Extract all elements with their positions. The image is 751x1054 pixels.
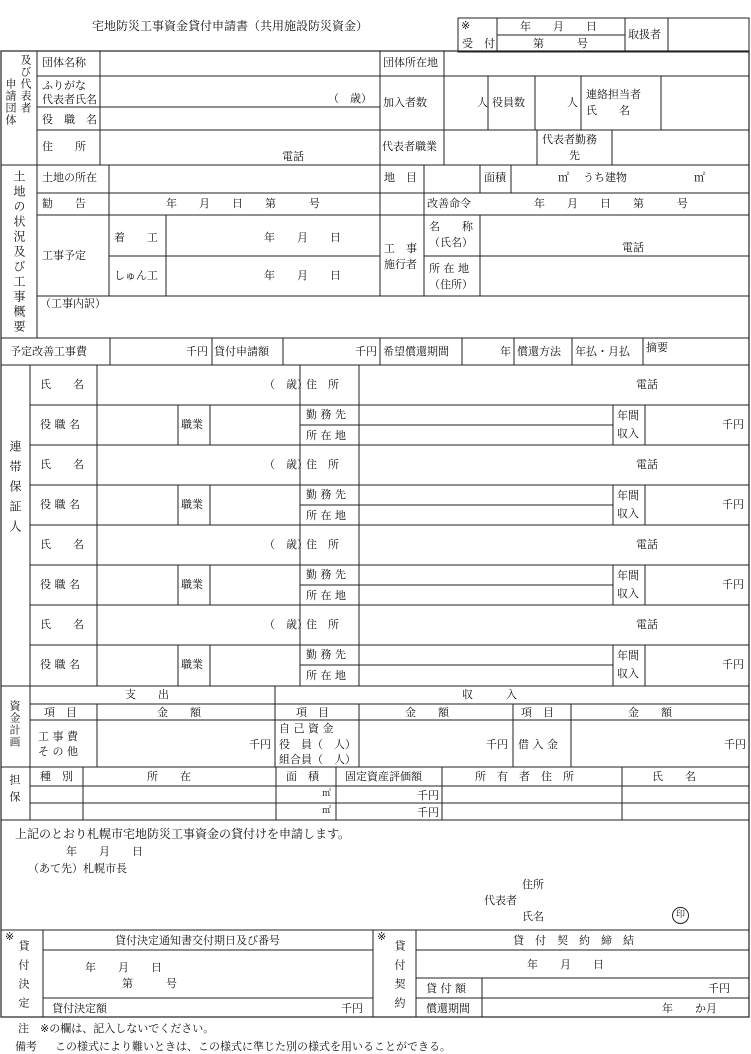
guarantor-address-label: 住 所 bbox=[306, 538, 339, 551]
contractor-phone: 電話 bbox=[622, 241, 644, 254]
applicant-section-label: 申請団体 bbox=[4, 78, 17, 126]
income-amount-header: 金 額 bbox=[405, 706, 449, 719]
guarantor-position-label: 役 職 名 bbox=[40, 658, 80, 671]
start-label: 着 工 bbox=[114, 231, 158, 244]
finish-label: しゅん工 bbox=[114, 269, 158, 282]
remark-label: 備考 bbox=[15, 1040, 37, 1053]
guarantor-phone: 電話 bbox=[636, 458, 658, 471]
expense-item-header: 項 目 bbox=[44, 706, 77, 719]
position-label: 役 職 名 bbox=[42, 113, 97, 126]
address-label: 住 所 bbox=[42, 140, 86, 153]
collateral-area-unit-1: ㎡ bbox=[322, 789, 332, 799]
declaration-address-label: 住所 bbox=[522, 878, 544, 891]
guarantor-age: （ 歳） bbox=[264, 458, 308, 471]
guarantor-job-label: 職業 bbox=[181, 578, 203, 591]
guarantor-name-label: 氏 名 bbox=[40, 618, 84, 631]
declaration-text: 上記のとおり札幌市宅地防災工事資金の貸付けを申請します。 bbox=[15, 827, 351, 841]
decision-number: 第 号 bbox=[122, 977, 177, 990]
guarantor-income-label-1: 年間 bbox=[617, 489, 639, 502]
decision-amount-label: 貸付決定額 bbox=[52, 1002, 107, 1015]
contract-section-label: 貸付契約 bbox=[393, 940, 406, 1016]
guarantor-income-unit: 千円 bbox=[722, 498, 744, 511]
collateral-owner-address-header: 所 有 者 住 所 bbox=[475, 770, 574, 783]
guarantor-income-label-1: 年間 bbox=[617, 409, 639, 422]
form-title: 宅地防災工事資金貸付申請書（共用施設防災資金） bbox=[92, 19, 369, 33]
guarantor-address-label: 住 所 bbox=[306, 458, 339, 471]
area-unit: ㎡ bbox=[558, 171, 569, 184]
own-fund-1: 自 己 資 金 bbox=[279, 722, 334, 735]
guarantor-age: （ 歳） bbox=[264, 378, 308, 391]
guarantor-phone: 電話 bbox=[636, 538, 658, 551]
reception-label: 受 付 bbox=[462, 37, 495, 50]
decision-amount-unit: 千円 bbox=[341, 1002, 363, 1015]
decision-date: 年 月 日 bbox=[85, 961, 162, 974]
own-fund-unit: 千円 bbox=[486, 738, 508, 751]
contract-date: 年 月 日 bbox=[527, 958, 604, 971]
guarantor-position-label: 役 職 名 bbox=[40, 498, 80, 511]
guarantor-job-label: 職業 bbox=[181, 498, 203, 511]
guarantor-income-label-1: 年間 bbox=[617, 569, 639, 582]
guarantor-workplace-label: 勤 務 先 bbox=[306, 488, 346, 501]
contract-period-label: 償還期間 bbox=[426, 1002, 470, 1015]
decision-mark: ※ bbox=[5, 930, 15, 943]
note-text: ※の欄は、記入しないでください。 bbox=[40, 1022, 215, 1035]
contract-amount-unit: 千円 bbox=[708, 982, 730, 995]
order-label: 改善命令 bbox=[427, 197, 471, 210]
guarantor-income-label-2: 収入 bbox=[617, 587, 639, 600]
collateral-value-header: 固定資産評価額 bbox=[345, 770, 422, 783]
own-fund-3: 組合員（ 人） bbox=[279, 753, 356, 766]
borrow-item-header: 項 目 bbox=[521, 706, 554, 719]
representative-label: 及び代表者 bbox=[19, 54, 32, 114]
note-label: 注 bbox=[18, 1022, 29, 1035]
rep-job-label: 代表者職業 bbox=[382, 140, 437, 153]
building-label: うち建物 bbox=[583, 171, 627, 184]
officers-label: 役員数 bbox=[492, 96, 525, 109]
method-label: 償還方法 bbox=[517, 345, 561, 358]
expense-amount-header: 金 額 bbox=[157, 706, 201, 719]
details-label: （工事内訳） bbox=[40, 297, 106, 310]
rep-name-label: 代表者氏名 bbox=[42, 93, 97, 106]
guarantor-job-label: 職業 bbox=[181, 418, 203, 431]
guarantor-location-label: 所 在 地 bbox=[306, 509, 346, 522]
guarantor-workplace-label: 勤 務 先 bbox=[306, 568, 346, 581]
contractor-name-label-1: 名 称 bbox=[429, 220, 473, 233]
members-unit: 人 bbox=[477, 96, 488, 109]
guarantor-age: （ 歳） bbox=[264, 618, 308, 631]
collateral-value-unit-2: 千円 bbox=[417, 806, 439, 819]
expense-header: 支 出 bbox=[125, 688, 169, 701]
contract-amount-label: 貸 付 額 bbox=[426, 982, 466, 995]
guarantor-job-label: 職業 bbox=[181, 658, 203, 671]
collateral-owner-name-header: 氏 名 bbox=[652, 770, 696, 783]
advice-date: 年 月 日 第 号 bbox=[166, 197, 320, 210]
contract-mark: ※ bbox=[377, 930, 387, 943]
guarantor-name-label: 氏 名 bbox=[40, 538, 84, 551]
guarantor-income-label-1: 年間 bbox=[617, 649, 639, 662]
declaration-addressee: （あて先）札幌市長 bbox=[28, 862, 127, 875]
decision-header: 貸付決定通知書交付期日及び番号 bbox=[115, 934, 280, 947]
guarantor-location-label: 所 在 地 bbox=[306, 589, 346, 602]
building-unit: ㎡ bbox=[694, 171, 705, 184]
contractor-name-label-2: （氏名） bbox=[429, 236, 473, 249]
guarantor-address-label: 住 所 bbox=[306, 618, 339, 631]
contractor-loc-label-1: 所 在 地 bbox=[429, 262, 469, 275]
guarantor-workplace-label: 勤 務 先 bbox=[306, 408, 346, 421]
reception-mark: ※ bbox=[461, 19, 471, 32]
guarantor-income-unit: 千円 bbox=[722, 658, 744, 671]
contact-label-2: 氏 名 bbox=[586, 104, 630, 117]
reception-number: 第 号 bbox=[533, 37, 588, 50]
decision-section-label: 貸付決定 bbox=[17, 940, 30, 1016]
reception-date: 年 月 日 bbox=[520, 20, 597, 33]
collateral-section-label: 担保 bbox=[8, 774, 21, 808]
guarantor-workplace-label: 勤 務 先 bbox=[306, 648, 346, 661]
own-fund-2: 役 員（ 人） bbox=[279, 738, 356, 751]
guarantor-position-label: 役 職 名 bbox=[40, 578, 80, 591]
collateral-value-unit-1: 千円 bbox=[417, 789, 439, 802]
declaration-rep-label: 代表者 bbox=[484, 894, 517, 907]
handler-label: 取扱者 bbox=[628, 28, 661, 41]
rep-age: （ 歳） bbox=[328, 92, 372, 105]
chimoku-label: 地 目 bbox=[384, 171, 417, 184]
guarantor-location-label: 所 在 地 bbox=[306, 429, 346, 442]
loan-unit: 千円 bbox=[355, 345, 377, 358]
contractor-label-2: 施行者 bbox=[384, 258, 417, 271]
guarantor-income-unit: 千円 bbox=[722, 418, 744, 431]
contact-label-1: 連絡担当者 bbox=[586, 88, 641, 101]
borrow-unit: 千円 bbox=[724, 738, 746, 751]
declaration-date: 年 月 日 bbox=[66, 845, 143, 858]
order-date: 年 月 日 第 号 bbox=[534, 197, 688, 210]
contractor-label-1: 工 事 bbox=[384, 242, 417, 255]
contract-header: 貸 付 契 約 締 結 bbox=[513, 934, 634, 947]
plan-label: 工事予定 bbox=[42, 249, 86, 262]
guarantor-location-label: 所 在 地 bbox=[306, 669, 346, 682]
guarantor-section-label: 連帯保証人 bbox=[8, 440, 22, 540]
collateral-location-header: 所 在 bbox=[147, 770, 191, 783]
period-unit: 年 bbox=[500, 345, 511, 358]
remarks-label: 摘要 bbox=[646, 341, 668, 354]
borrow-label: 借 入 金 bbox=[518, 738, 558, 751]
income-header: 収 入 bbox=[462, 688, 517, 701]
officers-unit: 人 bbox=[567, 96, 578, 109]
guarantor-income-label-2: 収入 bbox=[617, 667, 639, 680]
method-value: 年払・月払 bbox=[575, 345, 630, 358]
guarantor-name-label: 氏 名 bbox=[40, 378, 84, 391]
income-item-header: 項 目 bbox=[296, 706, 329, 719]
guarantor-age: （ 歳） bbox=[264, 538, 308, 551]
guarantor-position-label: 役 職 名 bbox=[40, 418, 80, 431]
rep-workplace-label-1: 代表者勤務 bbox=[542, 133, 597, 146]
members-label: 加入者数 bbox=[383, 96, 427, 109]
start-date: 年 月 日 bbox=[264, 231, 341, 244]
guarantor-phone: 電話 bbox=[636, 618, 658, 631]
planned-cost-unit: 千円 bbox=[186, 345, 208, 358]
collateral-type-header: 種 別 bbox=[40, 770, 73, 783]
land-section-label: 土地の状況及び工事概要 bbox=[12, 170, 26, 335]
expense-unit: 千円 bbox=[249, 738, 271, 751]
guarantor-address-label: 住 所 bbox=[306, 378, 339, 391]
guarantor-income-label-2: 収入 bbox=[617, 427, 639, 440]
funding-section-label: 資金計画 bbox=[8, 700, 21, 748]
phone-label: 電話 bbox=[282, 150, 304, 163]
declaration-name-label: 氏名 bbox=[522, 910, 544, 923]
area-label: 面積 bbox=[484, 171, 506, 184]
guarantor-income-label-2: 収入 bbox=[617, 507, 639, 520]
remark-text: この様式により難いときは、この様式に準じた別の様式を用いることができる。 bbox=[55, 1040, 451, 1053]
collateral-area-header: 面 積 bbox=[286, 770, 319, 783]
rep-workplace-label-2: 先 bbox=[569, 149, 580, 162]
guarantor-income-unit: 千円 bbox=[722, 578, 744, 591]
loan-label: 貸付申請額 bbox=[214, 345, 269, 358]
guarantor-name-label: 氏 名 bbox=[40, 458, 84, 471]
collateral-area-unit-2: ㎡ bbox=[322, 806, 332, 816]
finish-date: 年 月 日 bbox=[264, 269, 341, 282]
seal-icon: 印 bbox=[672, 907, 689, 924]
advice-label: 勧 告 bbox=[42, 197, 86, 210]
org-name-label: 団体名称 bbox=[42, 56, 86, 69]
org-address-label: 団体所在地 bbox=[383, 56, 438, 69]
expense-item-1: 工 事 費 bbox=[38, 730, 78, 743]
borrow-amount-header: 金 額 bbox=[628, 706, 672, 719]
contract-period-unit: 年 か月 bbox=[662, 1002, 717, 1015]
period-label: 希望償還期間 bbox=[383, 345, 449, 358]
furigana-label: ふりがな bbox=[42, 79, 86, 92]
land-location-label: 土地の所在 bbox=[42, 171, 97, 184]
planned-cost-label: 予定改善工事費 bbox=[10, 345, 87, 358]
expense-item-2: そ の 他 bbox=[38, 745, 78, 758]
guarantor-phone: 電話 bbox=[636, 378, 658, 391]
contractor-loc-label-2: （住所） bbox=[429, 278, 473, 291]
